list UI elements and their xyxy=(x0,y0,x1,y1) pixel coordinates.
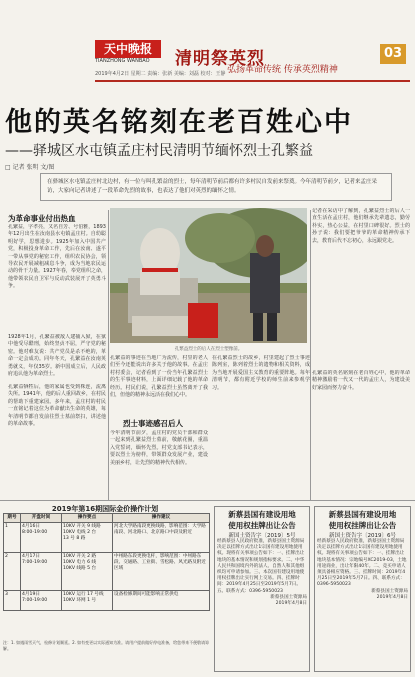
table-cell: 河北大学路南段更换线路，影响范围：大学路南段、河北路口、北京路口中段及附近 xyxy=(113,523,210,553)
article-column-2b: 今年清明节前夕，孟庄村的党员干部和群众一起来到孔繁益烈士墓前，敬献花圈，重温入党誓词，缅怀先烈。村党支部书记表示，要以烈士为榜样，带领群众发展产业，建设美丽乡村，让先烈的精神代代相传。 xyxy=(110,430,208,466)
notice-2-title2: 使用权挂牌出让公告 xyxy=(328,521,397,530)
photo-caption: 孔繁益烈士的后人在烈士塑像前。 xyxy=(174,347,243,352)
table-header-row xyxy=(4,514,210,523)
section1-title: 为革命事业付出热血 xyxy=(8,214,76,223)
schedule-title: 2019年第16期国际金价操作计划 xyxy=(51,505,159,513)
notice-box-2 xyxy=(314,506,411,672)
byline: □ 记者 张明 文/图 xyxy=(5,164,55,171)
column-divider xyxy=(108,210,109,500)
section-title: 弘扬革命传统 传承英烈精神 xyxy=(227,65,338,75)
subheadline: ——驿城区水屯镇孟庄村民清明节缅怀烈士孔繁益 xyxy=(5,143,313,159)
article-photo xyxy=(110,208,307,343)
table-row xyxy=(4,523,210,553)
notice-1-number: 新国土资告字〔2019〕5号 xyxy=(228,533,296,539)
notice-box-1 xyxy=(214,506,310,672)
column-divider xyxy=(310,210,311,500)
notice-1-title2: 使用权挂牌出让公告 xyxy=(228,521,296,530)
table-row xyxy=(4,591,210,611)
article-column-2: 孔繁益的事迹在当地广为流传，村里的老人们至今还能说出许多关于他的故事。在孟庄村村委会，记者看到了一份当年孔繁益烈士的生平事迹材料，上面详细记载了他的革命经历。村民们说，孔繁益烈士虽然离开了我们，但他的精神永远活在我们心中。 xyxy=(110,355,208,399)
article-column-1b: 1928年1月，孔繁益被敌人逮捕入狱，在狱中他受尽酷刑，始终坚贞不屈，严守党的秘密。他对难友说：共产党员是杀不绝的，革命一定会成功。同年冬天，孔繁益在汝南英勇就义，年仅35岁。新中国成立后，人民政府追认他为革命烈士。 xyxy=(8,334,106,378)
notice-2-title: 新蔡县国有建设用地 xyxy=(328,510,397,519)
table-header-cell: 操作要点 xyxy=(62,514,113,523)
schedule-note: 注：1. 如遇雨雪天气，检修计划顺延。2. 如有变更以实际通知为准。请用户提前做好停电准备，给您带来不便敬请谅解。 xyxy=(3,640,210,651)
table-cell: 10KV 运行 17 号线 10KV 环网 1 号 xyxy=(62,591,113,611)
table-cell: 10KV 开关 2 路 10KV 电力 6 线 10KV 线路 5 台 xyxy=(62,553,113,591)
notice-1-title: 新蔡县国有建设用地 xyxy=(228,510,296,519)
table-cell: 4月19日 7:00-19:00 xyxy=(21,591,62,611)
date-line: 2019年4月2日 星期二 责编：张新 美编：刘磊 校对：王静 xyxy=(95,71,226,77)
headline: 他的英名铭刻在老百姓心中 xyxy=(5,107,353,138)
table-row xyxy=(4,553,210,591)
table-cell: 10KV 开关 9 线路 10KV 电线 2 台 13 号 8 路 xyxy=(62,523,113,553)
newspaper-logo-sub: TIANZHONG WANBAO xyxy=(95,58,150,64)
lead-box: 在驿城区水屯镇孟庄村北边村，有一位与叫孔繁益的烈士，每年清明节前后都有许多村民自发前来祭奠。今年清明节前夕，记者来孟庄采访，大家向记者讲述了一段革命先烈的故事，也表达了他们对英烈的缅怀之情。 xyxy=(40,173,392,201)
notice-2-footer: 新蔡县国土资源局 2019年4月8日 xyxy=(371,588,408,600)
section2-title: 烈士事迹感召后人 xyxy=(123,419,183,428)
page-number: 03 xyxy=(380,44,406,64)
article-column-5: 孔繁益的英名铭刻在老百姓心中，他的革命精神激励着一代又一代的孟庄人，为建设美好家园而努力奋斗。 xyxy=(312,370,410,391)
notice-2-number: 新国土资告字〔2019〕6号 xyxy=(329,533,396,539)
newspaper-logo: 天中晚报 xyxy=(95,40,161,58)
article-column-3: 在孔繁益烈士的故乡，村里建起了烈士事迹陈列室，陈列着烈士的遗物和相关资料，成为当地开展爱国主义教育的重要阵地。每年清明节，都有附近学校的师生前来参观学习。 xyxy=(212,355,310,391)
table-cell: 3 xyxy=(4,591,21,611)
table-cell: 中州路东段更换电杆，影响范围：中州路东段、交通路、工业街、雪松路、风光路及附近区域 xyxy=(113,553,210,591)
article-column-1c: 孔繁益牺牲后，他的家属也受到株连，流离失所。1941年，他的后人重回故乡，在村民的帮助下重建家园。多年来，孟庄村的村民一直铭记着这位为革命献出生命的英雄，每年清明节都自发前往烈士墓前祭扫，讲述他的革命故事。 xyxy=(8,384,106,428)
schedule-table xyxy=(3,513,210,611)
table-header-cell: 期号 xyxy=(4,514,21,523)
page-slogan: 清明祭英烈 xyxy=(175,49,265,69)
notice-2-body: 经新蔡县人民政府批准，新蔡县国土资源局决定以挂牌方式出让1宗国有建设用地使用权。现将有关事项公告如下：一、挂牌出让地块基本情况：宗地编号XC2019-03，土地用途商业，出让年限40年。二、竞买申请人须具备相应资格。三、挂牌时间：2019年4月25日至2019年5月7日。四、联系方式：0396-5950023 xyxy=(317,539,407,588)
table-cell: 1 xyxy=(4,523,21,553)
article-column-1: 孔繁益，字孝亮，又名自芳、号伯雅，1893年12月出生在汝南县水屯镇孟庄村。自幼聪明好学，思想进步。1925年加入中国共产党，积极投身革命工作，先后在汝南、遂平一带从事党的秘密工作，组织农民协会，领导农民开展减租减息斗争，成为当地农民运动的骨干力量。1927年春，奉党组织之命，他带领农民自卫军与反动武装展开了英勇斗争。 xyxy=(8,224,106,290)
masthead-rule xyxy=(95,80,410,82)
table-cell: 4月17日 7:00-19:00 xyxy=(21,553,62,591)
table-header-cell: 操作建议 xyxy=(113,514,210,523)
notice-1-body: 经新蔡县人民政府批准，新蔡县国土资源局决定以挂牌方式出让1宗国有建设用地使用权。现将有关事项公告如下：一、挂牌出让地块的基本情况和规划指标要求。二、中华人民共和国境内外的法人、自然人和其他组织均可申请参加。三、本次国有建设用地使用权挂牌出让实行网上交易。四、挂牌时间：2019年4月25日至2019年5月7日。五、联系方式：0396-5950023 xyxy=(217,539,305,594)
photo-illustration xyxy=(110,208,307,343)
notice-1-footer: 新蔡县国土资源局 2019年4月8日 xyxy=(270,594,307,607)
section-divider xyxy=(0,500,415,501)
table-cell: 4月16日 8:00-19:00 xyxy=(21,523,62,553)
table-header-cell: 开盘时间 xyxy=(21,514,62,523)
table-cell: 设备检修期间可能影响正常供电 xyxy=(113,591,210,611)
article-column-4: 记者在采访中了解到，孔繁益烈士的后人一直生活在孟庄村，他们继承先辈遗志，勤劳朴实，热心公益，在村里口碑很好。烈士的孙子说：我们要把爷爷的革命精神传承下去，教育后代不忘初心，永远跟党走。 xyxy=(312,208,410,244)
table-cell: 2 xyxy=(4,553,21,591)
